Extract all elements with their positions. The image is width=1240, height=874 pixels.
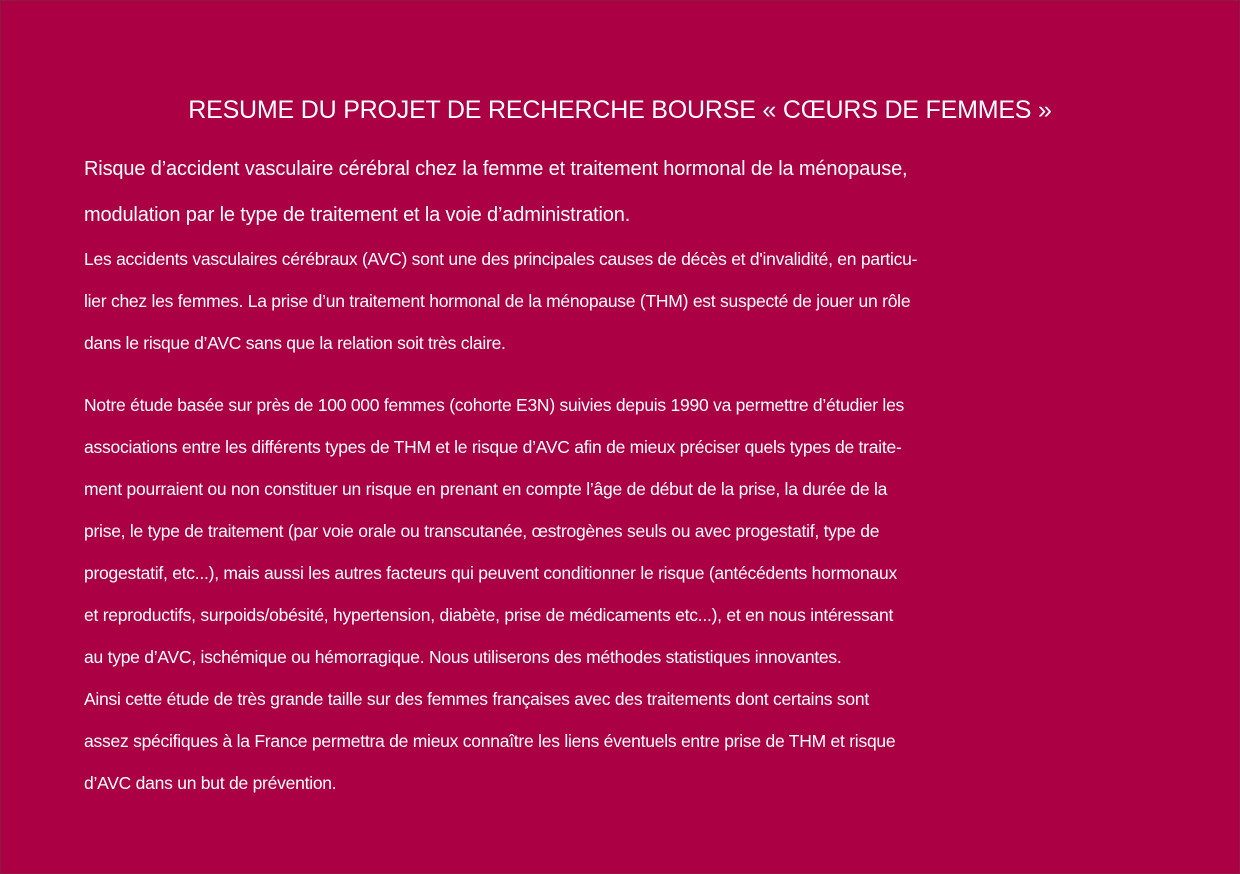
project-subtitle bbox=[84, 146, 1144, 238]
paragraph-line: ment pourraient ou non constituer un risque en prenant en compte l’âge de début de la prise, la durée de la bbox=[84, 479, 888, 499]
paragraph-study bbox=[84, 384, 1144, 804]
paragraph-line: Ainsi cette étude de très grande taille sur des femmes françaises avec des traitements dont certains sont bbox=[84, 689, 869, 709]
summary-content bbox=[84, 146, 1144, 804]
paragraph-gap bbox=[84, 364, 1144, 384]
paragraph-line: lier chez les femmes. La prise d’un traitement hormonal de la ménopause (THM) est suspecté de jouer un rôle bbox=[84, 291, 911, 311]
paragraph-line: associations entre les différents types de THM et le risque d’AVC afin de mieux préciser quels types de traite- bbox=[84, 437, 902, 457]
paragraph-line: au type d’AVC, ischémique ou hémorragique. Nous utiliserons des méthodes statistiques innovantes. bbox=[84, 647, 842, 667]
paragraph-context bbox=[84, 238, 1144, 364]
subtitle-line: Risque d’accident vasculaire cérébral chez la femme et traitement hormonal de la ménopause, bbox=[84, 158, 908, 180]
paragraph-line: assez spécifiques à la France permettra de mieux connaître les liens éventuels entre prise de THM et risque bbox=[84, 731, 896, 751]
paragraph-line: Notre étude basée sur près de 100 000 femmes (cohorte E3N) suivies depuis 1990 va permettre d’étudier les bbox=[84, 395, 905, 415]
paragraph-line: d’AVC dans un but de prévention. bbox=[84, 773, 337, 793]
subtitle-line: modulation par le type de traitement et la voie d’administration. bbox=[84, 204, 631, 226]
paragraph-line: prise, le type de traitement (par voie orale ou transcutanée, œstrogènes seuls ou avec progestatif, type de bbox=[84, 521, 880, 541]
paragraph-line: dans le risque d’AVC sans que la relation soit très claire. bbox=[84, 333, 506, 353]
paragraph-line: et reproductifs, surpoids/obésité, hypertension, diabète, prise de médicaments etc...), et en nous intéressant bbox=[84, 605, 894, 625]
paragraph-line: progestatif, etc...), mais aussi les autres facteurs qui peuvent conditionner le risque (antécédents hormonaux bbox=[84, 563, 897, 583]
page-title: RESUME DU PROJET DE RECHERCHE BOURSE « CŒURS DE FEMMES » bbox=[188, 96, 1052, 124]
paragraph-line: Les accidents vasculaires cérébraux (AVC) sont une des principales causes de décès et d'invalidité, en particu- bbox=[84, 249, 918, 269]
